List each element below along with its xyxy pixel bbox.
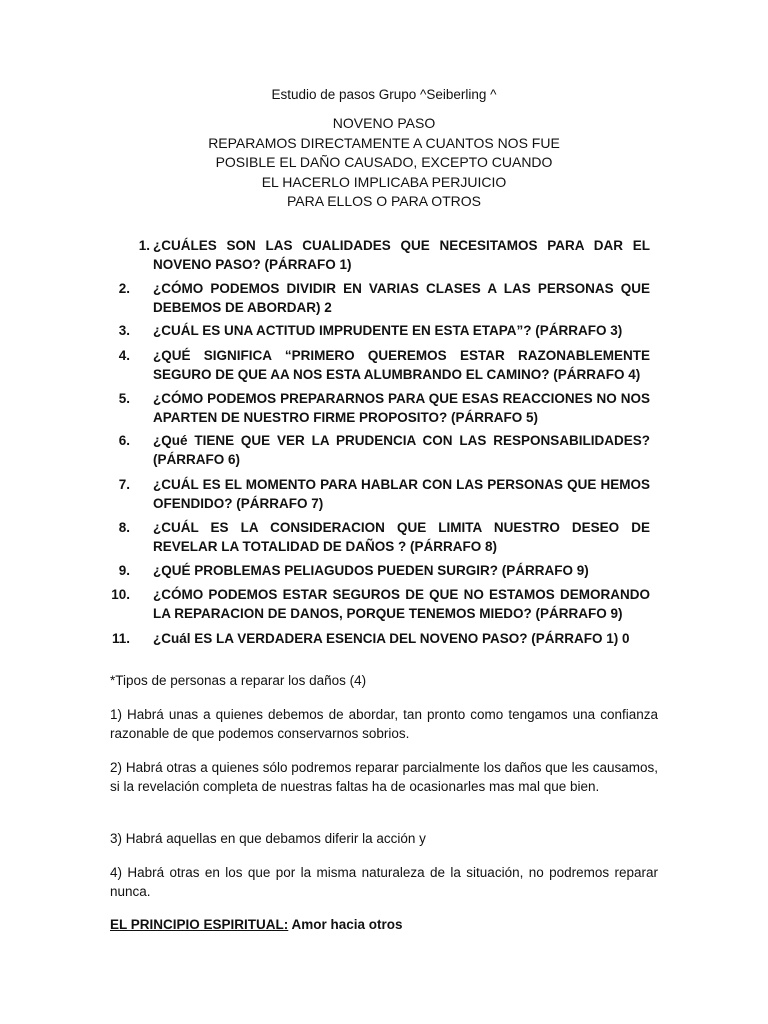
question-number: 1. — [138, 238, 150, 253]
question-number: 10. — [111, 587, 130, 602]
question-number: 11. — [111, 631, 130, 646]
spiritual-principle-label: EL PRINCIPIO ESPIRITUAL: — [110, 917, 289, 932]
question-number: 3. — [118, 323, 130, 338]
heading-line: NOVENO PASO — [332, 115, 436, 131]
question-number: 5. — [118, 391, 130, 406]
question-number: 4. — [118, 348, 130, 363]
question-text: ¿CUÁL ES UNA ACTITUD IMPRUDENTE EN ESTA ETAPA”? (PÁRRAFO 3) — [153, 323, 623, 338]
question-number: 9. — [118, 563, 130, 578]
question-text: ¿CÓMO PODEMOS PREPARARNOS PARA QUE ESAS REACCIONES NO NOS APARTEN DE NUESTRO FIRME PROPOSITO? (PÁRRAFO 5) — [153, 391, 650, 425]
paragraph: 2) Habrá otras a quienes sólo podremos reparar parcialmente los daños que les causamos, si la revelación completa de nuestras faltas ha de ocasionarles mas mal que bien. — [110, 760, 658, 794]
heading-line: EL HACERLO IMPLICABA PERJUICIO — [261, 173, 507, 190]
spiritual-principle-value: Amor hacia otros — [288, 917, 403, 932]
question-text: ¿QUÉ PROBLEMAS PELIAGUDOS PUEDEN SURGIR? (PÁRRAFO 9) — [153, 563, 589, 578]
paragraph: 1) Habrá unas a quienes debemos de abordar, tan pronto como tengamos una confianza razonable de que podemos conservarnos sobrios. — [110, 707, 658, 741]
question-text: ¿CUÁLES SON LAS CUALIDADES QUE NECESITAMOS PARA DAR EL NOVENO PASO? (PÁRRAFO 1) — [153, 238, 650, 272]
question-number: 8. — [118, 520, 130, 535]
step-heading — [0, 114, 768, 212]
document-title: Estudio de pasos Grupo ^Seiberling ^ — [271, 87, 497, 102]
spiritual-principle — [110, 917, 403, 932]
tipos-heading: *Tipos de personas a reparar los daños (4) — [110, 673, 367, 688]
heading-line: REPARAMOS DIRECTAMENTE A CUANTOS NOS FUE — [208, 134, 560, 151]
question-text: ¿CUÁL ES LA CONSIDERACION QUE LIMITA NUESTRO DESEO DE REVELAR LA TOTALIDAD DE DAÑOS ? (PÁRRAFO 8) — [153, 520, 650, 554]
question-number: 7. — [118, 477, 130, 492]
question-text: ¿CÓMO PODEMOS DIVIDIR EN VARIAS CLASES A LAS PERSONAS QUE DEBEMOS DE ABORDAR) 2 — [153, 281, 650, 315]
paragraph: 4) Habrá otras en los que por la misma naturaleza de la situación, no podremos reparar nunca. — [110, 865, 658, 899]
question-text: ¿Cuál ES LA VERDADERA ESENCIA DEL NOVENO PASO? (PÁRRAFO 1) 0 — [153, 631, 630, 646]
question-text: ¿QUÉ SIGNIFICA “PRIMERO QUEREMOS ESTAR RAZONABLEMENTE SEGURO DE QUE AA NOS ESTA ALUMBRANDO EL CAMINO? (PÁRRAFO 4) — [153, 348, 650, 382]
paragraph: 3) Habrá aquellas en que debamos diferir la acción y — [110, 831, 426, 846]
question-number: 6. — [118, 433, 130, 448]
heading-line: PARA ELLOS O PARA OTROS — [287, 193, 481, 209]
question-text: ¿CÓMO PODEMOS ESTAR SEGUROS DE QUE NO ESTAMOS DEMORANDO LA REPARACION DE DANOS, PORQUE TENEMOS MIEDO? (PÁRRAFO 9) — [153, 587, 650, 621]
heading-line: POSIBLE EL DAÑO CAUSADO, EXCEPTO CUANDO — [215, 154, 553, 170]
question-text: ¿CUÁL ES EL MOMENTO PARA HABLAR CON LAS PERSONAS QUE HEMOS OFENDIDO? (PÁRRAFO 7) — [153, 477, 650, 511]
question-number: 2. — [118, 281, 130, 296]
question-text: ¿Qué TIENE QUE VER LA PRUDENCIA CON LAS RESPONSABILIDADES? (PÁRRAFO 6) — [153, 433, 650, 467]
